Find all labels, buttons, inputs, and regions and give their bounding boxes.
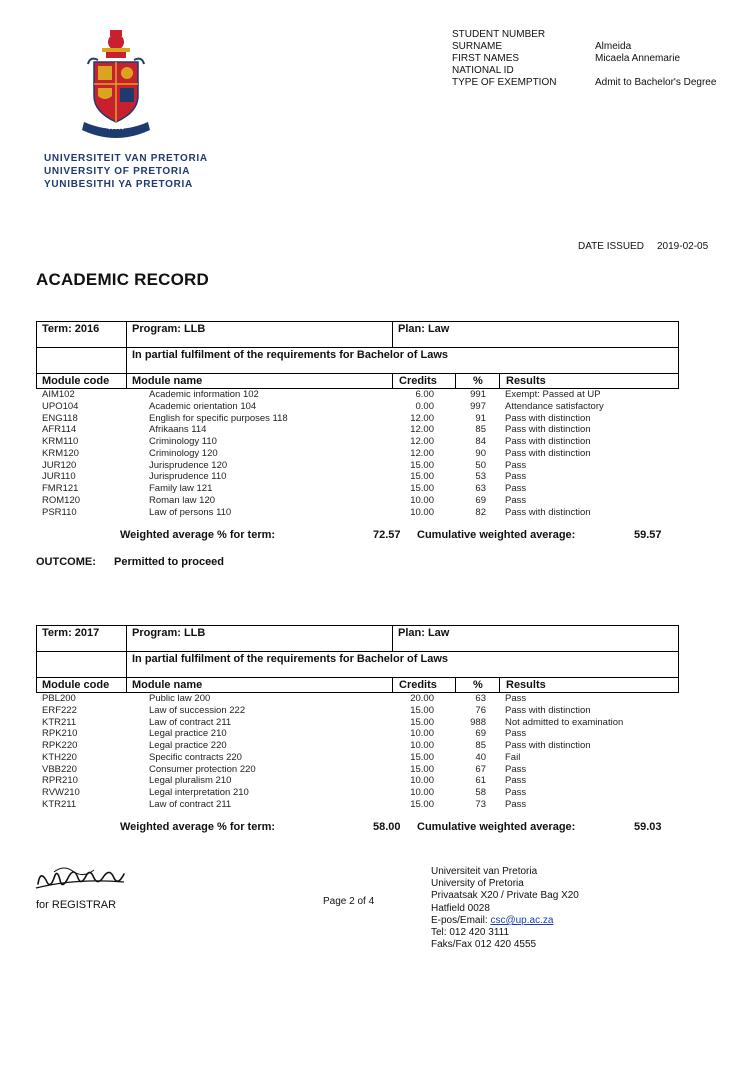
module-result: Pass	[505, 798, 527, 810]
module-percent: 85	[475, 424, 486, 436]
module-code: AIM102	[42, 389, 75, 400]
module-result: Not admitted to examination	[505, 716, 624, 728]
fax-line: Faks/Fax 012 420 4555	[431, 939, 537, 951]
module-percent: 90	[475, 447, 486, 459]
module-name: Afrikaans 114	[149, 424, 207, 436]
email-label: E-pos/Email:	[431, 914, 491, 926]
module-name: Public law 200	[149, 693, 211, 704]
module-name: Jurisprudence 120	[149, 459, 228, 471]
weighted-average-label: Weighted average % for term:	[120, 529, 276, 541]
email-line	[431, 915, 579, 927]
module-percent: 82	[475, 506, 486, 518]
email-link[interactable]: csc@up.ac.za	[490, 914, 554, 926]
table-row	[36, 728, 679, 740]
col-credits: Credits	[399, 375, 437, 387]
table-row	[36, 717, 679, 729]
module-code: RVW210	[42, 787, 80, 798]
module-code: ROM120	[42, 494, 81, 506]
module-name: Legal practice 220	[149, 740, 227, 751]
module-result: Pass with distinction	[505, 436, 591, 447]
address-line: Privaatsak X20 / Private Bag X20	[431, 890, 579, 902]
column-headers	[36, 678, 679, 693]
table-row	[36, 389, 679, 401]
table-row	[36, 740, 679, 752]
module-credits: 20.00	[410, 693, 434, 704]
first-names-value: Micaela Annemarie	[595, 53, 681, 64]
module-credits: 12.00	[410, 436, 434, 447]
term-label: Term: 2017	[42, 627, 100, 639]
module-credits: 10.00	[410, 775, 434, 787]
module-code: RPR210	[42, 775, 78, 787]
svg-text:✦✦✦✦✦: ✦✦✦✦✦	[107, 126, 125, 131]
module-percent: 988	[470, 716, 486, 728]
module-name: Roman law 120	[149, 494, 216, 506]
module-credits: 12.00	[410, 447, 434, 459]
outcome-label: OUTCOME:	[36, 556, 96, 568]
module-result: Pass	[505, 471, 527, 483]
university-name-english: UNIVERSITY OF PRETORIA	[44, 166, 191, 177]
module-credits: 15.00	[410, 763, 434, 775]
table-row	[36, 507, 679, 519]
module-credits: 10.00	[410, 740, 434, 751]
module-code: KRM110	[42, 436, 79, 447]
column-headers	[36, 374, 679, 389]
module-result: Pass	[505, 494, 527, 506]
module-result: Pass with distinction	[505, 704, 591, 716]
fulfilment-text: In partial fulfilment of the requirements for Bachelor of Laws	[132, 653, 448, 665]
module-code: VBB220	[42, 763, 77, 775]
first-names-label: FIRST NAMES	[452, 53, 520, 64]
module-credits: 15.00	[410, 751, 434, 763]
module-credits: 12.00	[410, 424, 434, 436]
module-credits: 6.00	[415, 389, 434, 400]
module-percent: 85	[475, 740, 486, 751]
cumulative-average-value: 59.57	[634, 529, 662, 541]
weighted-average-value: 58.00	[373, 821, 401, 833]
date-issued-label: DATE ISSUED	[578, 241, 644, 252]
module-result: Pass	[505, 787, 527, 798]
term-section-2017	[36, 625, 679, 811]
module-percent: 53	[475, 471, 486, 483]
surname-value: Almeida	[595, 41, 632, 52]
module-name: Legal pluralism 210	[149, 775, 232, 787]
module-percent: 67	[475, 763, 486, 775]
module-result: Pass with distinction	[505, 447, 591, 459]
module-name: Academic orientation 104	[149, 400, 257, 412]
module-result: Pass with distinction	[505, 424, 591, 436]
date-issued-value: 2019-02-05	[657, 241, 709, 252]
module-percent: 991	[470, 389, 486, 400]
module-code: PSR110	[42, 506, 77, 518]
module-result: Pass	[505, 693, 527, 704]
module-credits: 15.00	[410, 716, 434, 728]
module-name: Jurisprudence 110	[149, 471, 227, 483]
module-result: Fail	[505, 751, 521, 763]
col-module-code: Module code	[42, 679, 110, 691]
module-credits: 15.00	[410, 459, 434, 471]
page-number: Page 2 of 4	[323, 896, 375, 907]
module-credits: 0.00	[415, 400, 434, 412]
surname-label: SURNAME	[452, 41, 503, 52]
module-code: ERF222	[42, 704, 77, 716]
table-row	[36, 471, 679, 483]
module-credits: 15.00	[410, 483, 434, 494]
university-name-afrikaans: UNIVERSITEIT VAN PRETORIA	[44, 153, 208, 164]
module-code: KTH220	[42, 751, 77, 763]
module-credits: 10.00	[410, 506, 434, 518]
table-row	[36, 413, 679, 425]
weighted-average-label: Weighted average % for term:	[120, 821, 276, 833]
table-row	[36, 424, 679, 436]
module-percent: 73	[475, 798, 486, 810]
registrar-signature	[34, 862, 126, 902]
cumulative-average-value: 59.03	[634, 821, 662, 833]
address-line: Hatfield 0028	[431, 902, 490, 914]
student-number-label: STUDENT NUMBER	[452, 29, 546, 40]
term-section-2016	[36, 321, 679, 518]
table-row	[36, 483, 679, 495]
module-percent: 58	[475, 787, 486, 798]
address-line: Universiteit van Pretoria	[431, 866, 538, 877]
table-row	[36, 705, 679, 717]
module-credits: 10.00	[410, 494, 434, 506]
outcome-value: Permitted to proceed	[114, 556, 225, 568]
module-result: Attendance satisfactory	[505, 400, 604, 412]
page-title: ACADEMIC RECORD	[36, 270, 209, 289]
module-name: Consumer protection 220	[149, 763, 256, 775]
module-percent: 69	[475, 728, 486, 740]
module-code: JUR110	[42, 471, 76, 483]
university-address	[431, 866, 579, 951]
table-row	[36, 693, 679, 705]
cumulative-average-label: Cumulative weighted average:	[417, 529, 576, 541]
module-result: Pass	[505, 483, 527, 494]
program-label: Program: LLB	[132, 323, 206, 335]
module-name: Law of persons 110	[149, 506, 232, 518]
col-percent: %	[473, 679, 483, 691]
module-credits: 12.00	[410, 412, 434, 424]
module-percent: 50	[475, 459, 486, 471]
table-row	[36, 460, 679, 472]
module-result: Pass	[505, 728, 527, 740]
table-row	[36, 401, 679, 413]
module-code: FMR121	[42, 483, 79, 494]
plan-label: Plan: Law	[398, 627, 450, 639]
module-code: PBL200	[42, 693, 76, 704]
module-name: Law of contract 211	[149, 798, 232, 810]
module-credits: 15.00	[410, 704, 434, 716]
plan-label: Plan: Law	[398, 323, 450, 335]
col-module-name: Module name	[132, 375, 203, 387]
term-header-box	[36, 625, 679, 678]
module-code: UPO104	[42, 400, 79, 412]
module-result: Exempt: Passed at UP	[505, 389, 601, 400]
col-module-code: Module code	[42, 375, 110, 387]
table-row	[36, 752, 679, 764]
module-rows	[36, 693, 679, 811]
module-code: RPK220	[42, 740, 78, 751]
module-result: Pass	[505, 775, 527, 787]
cumulative-average-label: Cumulative weighted average:	[417, 821, 576, 833]
module-code: ENG118	[42, 412, 78, 424]
fulfilment-text: In partial fulfilment of the requirements for Bachelor of Laws	[132, 349, 448, 361]
module-percent: 84	[475, 436, 486, 447]
module-percent: 61	[475, 775, 486, 787]
module-percent: 63	[475, 483, 486, 494]
national-id-label: NATIONAL ID	[452, 65, 514, 76]
module-name: Law of contract 211	[149, 716, 232, 728]
module-credits: 15.00	[410, 471, 434, 483]
table-row	[36, 495, 679, 507]
module-result: Pass with distinction	[505, 412, 591, 424]
col-credits: Credits	[399, 679, 437, 691]
term-header-box	[36, 321, 679, 374]
module-code: RPK210	[42, 728, 78, 740]
table-row	[36, 787, 679, 799]
term-label: Term: 2016	[42, 323, 100, 335]
exemption-value: Admit to Bachelor's Degree	[595, 77, 717, 88]
weighted-average-value: 72.57	[373, 529, 401, 541]
module-percent: 76	[475, 704, 486, 716]
program-label: Program: LLB	[132, 627, 206, 639]
table-row	[36, 775, 679, 787]
university-crest-logo	[80, 28, 152, 146]
module-result: Pass with distinction	[505, 506, 591, 518]
module-result: Pass with distinction	[505, 740, 591, 751]
module-name: Specific contracts 220	[149, 751, 242, 763]
address-line: University of Pretoria	[431, 878, 524, 890]
module-code: JUR120	[42, 459, 77, 471]
module-percent: 69	[475, 494, 486, 506]
module-percent: 63	[475, 693, 486, 704]
table-row	[36, 764, 679, 776]
module-code: KTR211	[42, 798, 77, 810]
col-module-name: Module name	[132, 679, 203, 691]
module-result: Pass	[505, 763, 527, 775]
module-rows	[36, 389, 679, 518]
module-credits: 15.00	[410, 798, 434, 810]
module-result: Pass	[505, 459, 527, 471]
module-name: Law of succession 222	[149, 704, 246, 716]
module-name: Academic information 102	[149, 389, 259, 400]
telephone-line: Tel: 012 420 3111	[431, 927, 510, 939]
table-row	[36, 799, 679, 811]
module-percent: 91	[475, 412, 486, 424]
university-name-sepedi: YUNIBESITHI YA PRETORIA	[44, 179, 193, 190]
module-code: AFR114	[42, 424, 77, 436]
registrar-label: for REGISTRAR	[36, 899, 117, 911]
col-results: Results	[506, 679, 546, 691]
module-code: KRM120	[42, 447, 79, 459]
module-credits: 10.00	[410, 787, 434, 798]
module-name: Family law 121	[149, 483, 213, 494]
module-name: Legal interpretation 210	[149, 787, 249, 798]
module-percent: 997	[470, 400, 486, 412]
col-results: Results	[506, 375, 546, 387]
module-name: Criminology 110	[149, 436, 217, 447]
module-percent: 40	[475, 751, 486, 763]
module-name: English for specific purposes 118	[149, 412, 288, 424]
module-credits: 10.00	[410, 728, 434, 740]
col-percent: %	[473, 375, 483, 387]
table-row	[36, 448, 679, 460]
module-name: Criminology 120	[149, 447, 218, 459]
table-row	[36, 436, 679, 448]
module-code: KTR211	[42, 716, 77, 728]
exemption-label: TYPE OF EXEMPTION	[452, 77, 557, 88]
module-name: Legal practice 210	[149, 728, 227, 740]
